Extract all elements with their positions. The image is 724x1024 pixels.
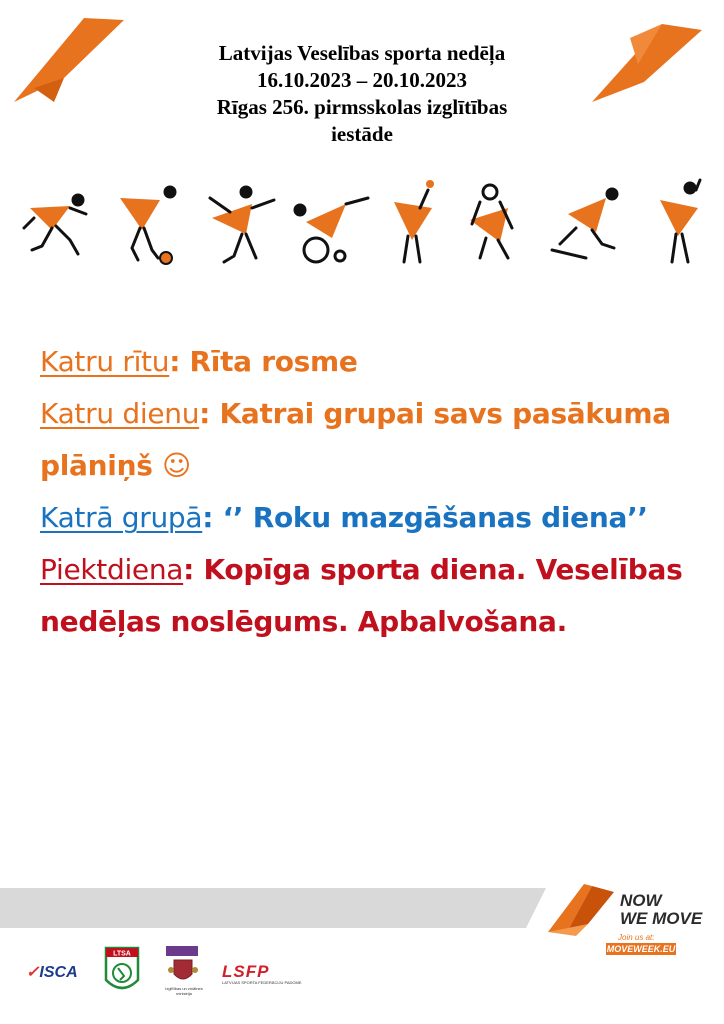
nwm-line1: NOW bbox=[620, 891, 662, 910]
schedule-item-group bbox=[40, 492, 690, 544]
schedule-item-morning bbox=[40, 336, 690, 388]
header-dates: 16.10.2023 – 20.10.2023 bbox=[257, 68, 467, 92]
ministry-text: Izglītības un zinātnes ministrija bbox=[165, 986, 203, 996]
athlete-figures-row bbox=[20, 178, 710, 270]
schedule-label-morning: Katru rītu bbox=[40, 345, 170, 378]
ministry-logo bbox=[158, 946, 208, 1006]
moveweek-corner-logo-right bbox=[592, 24, 702, 102]
ministry-color-bar bbox=[166, 946, 198, 956]
schedule-label-friday: Piektdiena bbox=[40, 553, 184, 586]
nwm-line2: WE MOVE bbox=[620, 909, 703, 928]
event-header bbox=[150, 40, 574, 148]
athlete-skater-icon bbox=[552, 189, 617, 258]
schedule-text-morning: : Rīta rosme bbox=[169, 345, 358, 378]
sponsor-logos bbox=[0, 946, 724, 1006]
isca-logo-text: ISCA bbox=[39, 964, 78, 981]
lsfp-logo-text: LSFP bbox=[222, 962, 270, 981]
schedule-text-daily: : Katrai grupai savs pasākuma plāniņš ☺ bbox=[40, 397, 671, 482]
athlete-football-icon bbox=[120, 187, 175, 264]
schedule-content bbox=[40, 336, 690, 648]
athlete-thrower-icon bbox=[394, 180, 434, 262]
schedule-text-group: : ‘’ Roku mazgāšanas diena’’ bbox=[202, 501, 648, 534]
schedule-item-daily bbox=[40, 388, 690, 492]
ltsa-logo-text: LTSA bbox=[113, 950, 131, 958]
lsfp-subtitle: LATVIJAS SPORTA FEDERĀCIJU PADOME bbox=[222, 980, 302, 985]
header-institution: Rīgas 256. pirmsskolas izglītības bbox=[216, 95, 508, 119]
latvia-coat-of-arms-icon bbox=[168, 958, 198, 984]
now-we-move-text bbox=[620, 892, 702, 928]
moveweek-corner-logo-left bbox=[14, 18, 124, 102]
nwm-join-label: Join us at: bbox=[618, 933, 655, 942]
schedule-text-friday: : Kopīga sporta diena. Veselības nedēļas noslēgums. Apbalvošana. bbox=[40, 553, 683, 638]
isca-logo: ✓ISCA bbox=[26, 964, 78, 981]
athlete-dancer-icon bbox=[210, 187, 274, 262]
ltsa-logo-icon bbox=[104, 946, 140, 996]
athlete-wheelchair-icon bbox=[295, 198, 368, 262]
athlete-dancer2-icon bbox=[660, 180, 700, 262]
nwm-url-badge: MOVEWEEK.EU bbox=[606, 944, 676, 954]
athlete-gymnast-icon bbox=[470, 185, 512, 258]
schedule-label-daily: Katru dienu bbox=[40, 397, 200, 430]
header-title: Latvijas Veselības sporta nedēļa bbox=[218, 41, 506, 65]
footer-gray-band bbox=[0, 888, 546, 928]
lsfp-logo bbox=[222, 962, 302, 985]
schedule-item-friday bbox=[40, 544, 690, 648]
athlete-runner-icon bbox=[24, 195, 86, 254]
header-institution-cont: iestāde bbox=[331, 122, 393, 146]
schedule-label-group: Katrā grupā bbox=[40, 501, 203, 534]
